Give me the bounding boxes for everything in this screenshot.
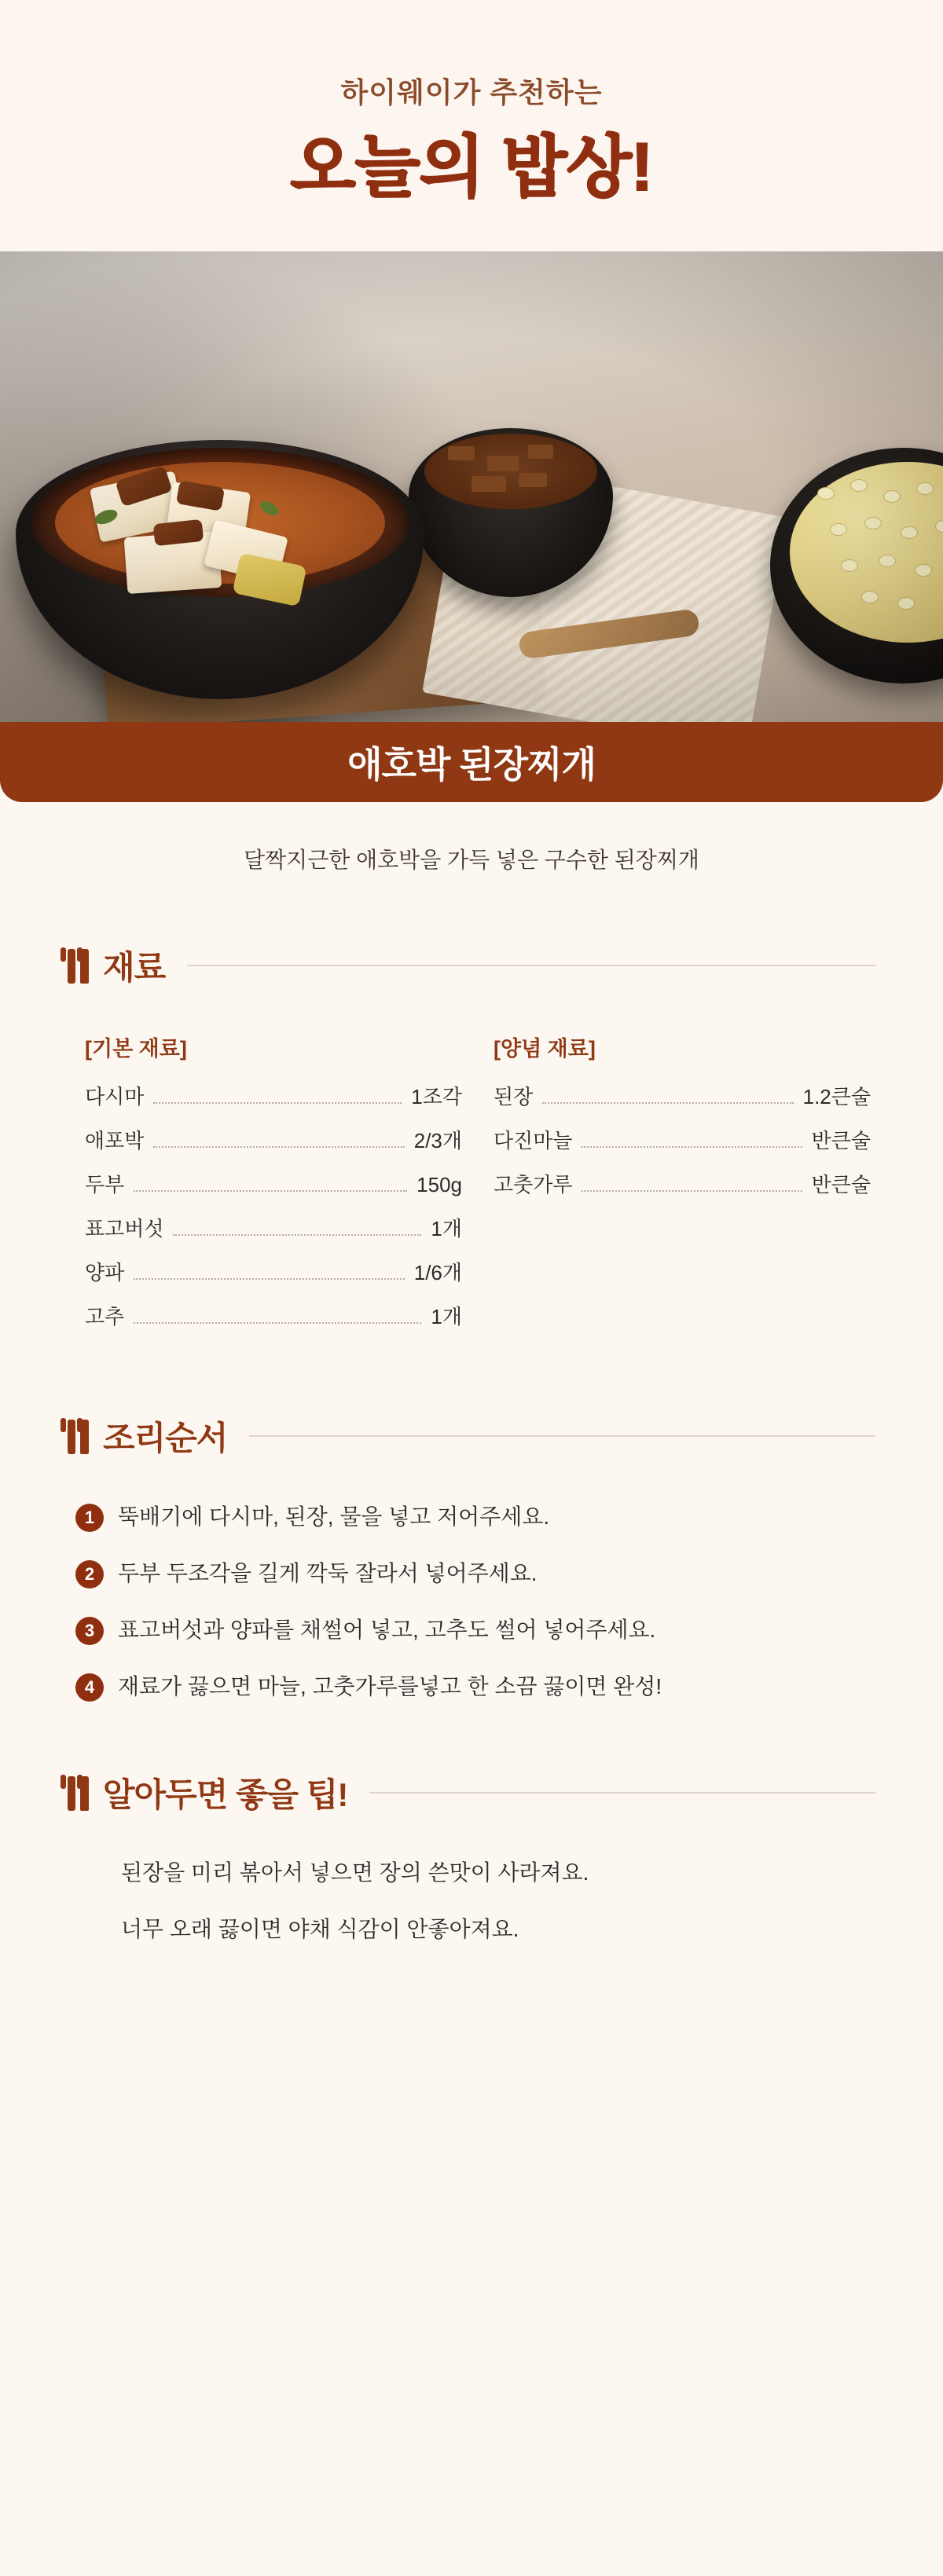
bottom-spacer — [0, 1969, 943, 2071]
ingredient-row — [85, 1213, 462, 1242]
ingredient-name: 고춧가루 — [494, 1172, 573, 1196]
step-item — [75, 1502, 875, 1532]
leader-dots — [582, 1190, 802, 1192]
step-item — [75, 1672, 875, 1702]
steps-section — [0, 1413, 943, 1702]
leader-dots — [173, 1234, 421, 1236]
leader-dots — [134, 1322, 421, 1324]
leader-dots — [153, 1146, 404, 1148]
header-subtitle: 하이웨이가 추천하는 — [340, 76, 603, 108]
step-text: 재료가 끓으면 마늘, 고춧가루를넣고 한 소끔 끓이면 완성! — [118, 1673, 662, 1698]
tip-item: 너무 오래 끓이면 야채 식감이 안좋아져요. — [121, 1916, 519, 1941]
leader-dots — [153, 1102, 402, 1104]
step-text: 표고버섯과 양파를 채썰어 넣고, 고추도 썰어 넣어주세요. — [118, 1617, 656, 1642]
step-text: 뚝배기에 다시마, 된장, 물을 넣고 저어주세요. — [118, 1504, 550, 1529]
ingredient-group-basic — [85, 1031, 462, 1345]
group-title: [기본 재료] — [85, 1036, 187, 1061]
ingredient-name: 두부 — [85, 1172, 125, 1196]
ingredients-section — [0, 942, 943, 1345]
ingredient-name: 다진마늘 — [494, 1128, 573, 1152]
page-header — [0, 0, 943, 251]
step-number: 3 — [75, 1617, 104, 1645]
ingredient-name: 고추 — [85, 1304, 125, 1328]
leader-dots — [134, 1278, 405, 1280]
ingredient-amount: 1/6개 — [413, 1260, 462, 1284]
step-number: 2 — [75, 1560, 104, 1588]
dish-name-banner — [0, 722, 943, 802]
steps-title: 조리순서 — [103, 1419, 228, 1457]
ingredient-amount: 반큰술 — [811, 1128, 871, 1152]
ingredient-row — [85, 1125, 462, 1154]
ingredient-row — [494, 1169, 871, 1198]
page-title: 오늘의 밥상! — [290, 130, 653, 205]
tips-title: 알아두면 좋을 팁! — [103, 1775, 348, 1813]
tips-section — [0, 1769, 943, 1944]
tips-heading — [68, 1769, 875, 1816]
ingredient-name: 다시마 — [85, 1084, 145, 1108]
ingredient-amount: 반큰술 — [811, 1172, 871, 1196]
leader-dots — [582, 1146, 802, 1148]
ingredient-amount: 1.2큰술 — [802, 1084, 871, 1108]
ingredient-amount: 1개 — [431, 1304, 462, 1328]
divider — [187, 965, 875, 966]
ingredients-columns — [68, 1031, 875, 1345]
step-number: 1 — [75, 1504, 104, 1532]
photo-vignette — [0, 251, 943, 723]
group-title: [양념 재료] — [494, 1036, 596, 1061]
ingredient-row — [494, 1125, 871, 1154]
ingredient-row — [85, 1257, 462, 1286]
fork-knife-icon — [68, 1775, 89, 1811]
steps-list — [68, 1502, 875, 1702]
divider — [369, 1792, 875, 1794]
dish-description: 달짝지근한 애호박을 가득 넣은 구수한 된장찌개 — [244, 847, 699, 872]
leader-dots — [134, 1190, 407, 1192]
tips-list — [68, 1856, 875, 1944]
ingredient-name: 양파 — [85, 1260, 125, 1284]
ingredients-title: 재료 — [103, 948, 166, 986]
dish-name: 애호박 된장찌개 — [347, 743, 596, 785]
step-item — [75, 1615, 875, 1645]
ingredient-row — [85, 1081, 462, 1110]
ingredient-name: 애포박 — [85, 1128, 145, 1152]
ingredient-amount: 2/3개 — [413, 1128, 462, 1152]
fork-knife-icon — [68, 1418, 89, 1454]
ingredient-name: 표고버섯 — [85, 1216, 164, 1240]
ingredient-row — [494, 1081, 871, 1110]
leader-dots — [542, 1102, 793, 1104]
fork-knife-icon — [68, 947, 89, 984]
tip-item: 된장을 미리 볶아서 넣으면 장의 쓴맛이 사라져요. — [121, 1860, 589, 1885]
ingredient-name: 된장 — [494, 1084, 534, 1108]
divider — [249, 1435, 875, 1437]
step-number: 4 — [75, 1673, 104, 1702]
ingredients-heading — [68, 942, 875, 989]
ingredient-amount: 1조각 — [411, 1084, 462, 1108]
step-text: 두부 두조각을 길게 깍둑 잘라서 넣어주세요. — [118, 1560, 538, 1585]
dish-photo — [0, 251, 943, 723]
steps-heading — [68, 1413, 875, 1460]
ingredient-row — [85, 1169, 462, 1198]
ingredient-group-seasoning — [494, 1031, 871, 1345]
ingredient-amount: 1개 — [431, 1216, 462, 1240]
ingredient-amount: 150g — [416, 1172, 462, 1196]
ingredient-row — [85, 1301, 462, 1330]
step-item — [75, 1559, 875, 1588]
